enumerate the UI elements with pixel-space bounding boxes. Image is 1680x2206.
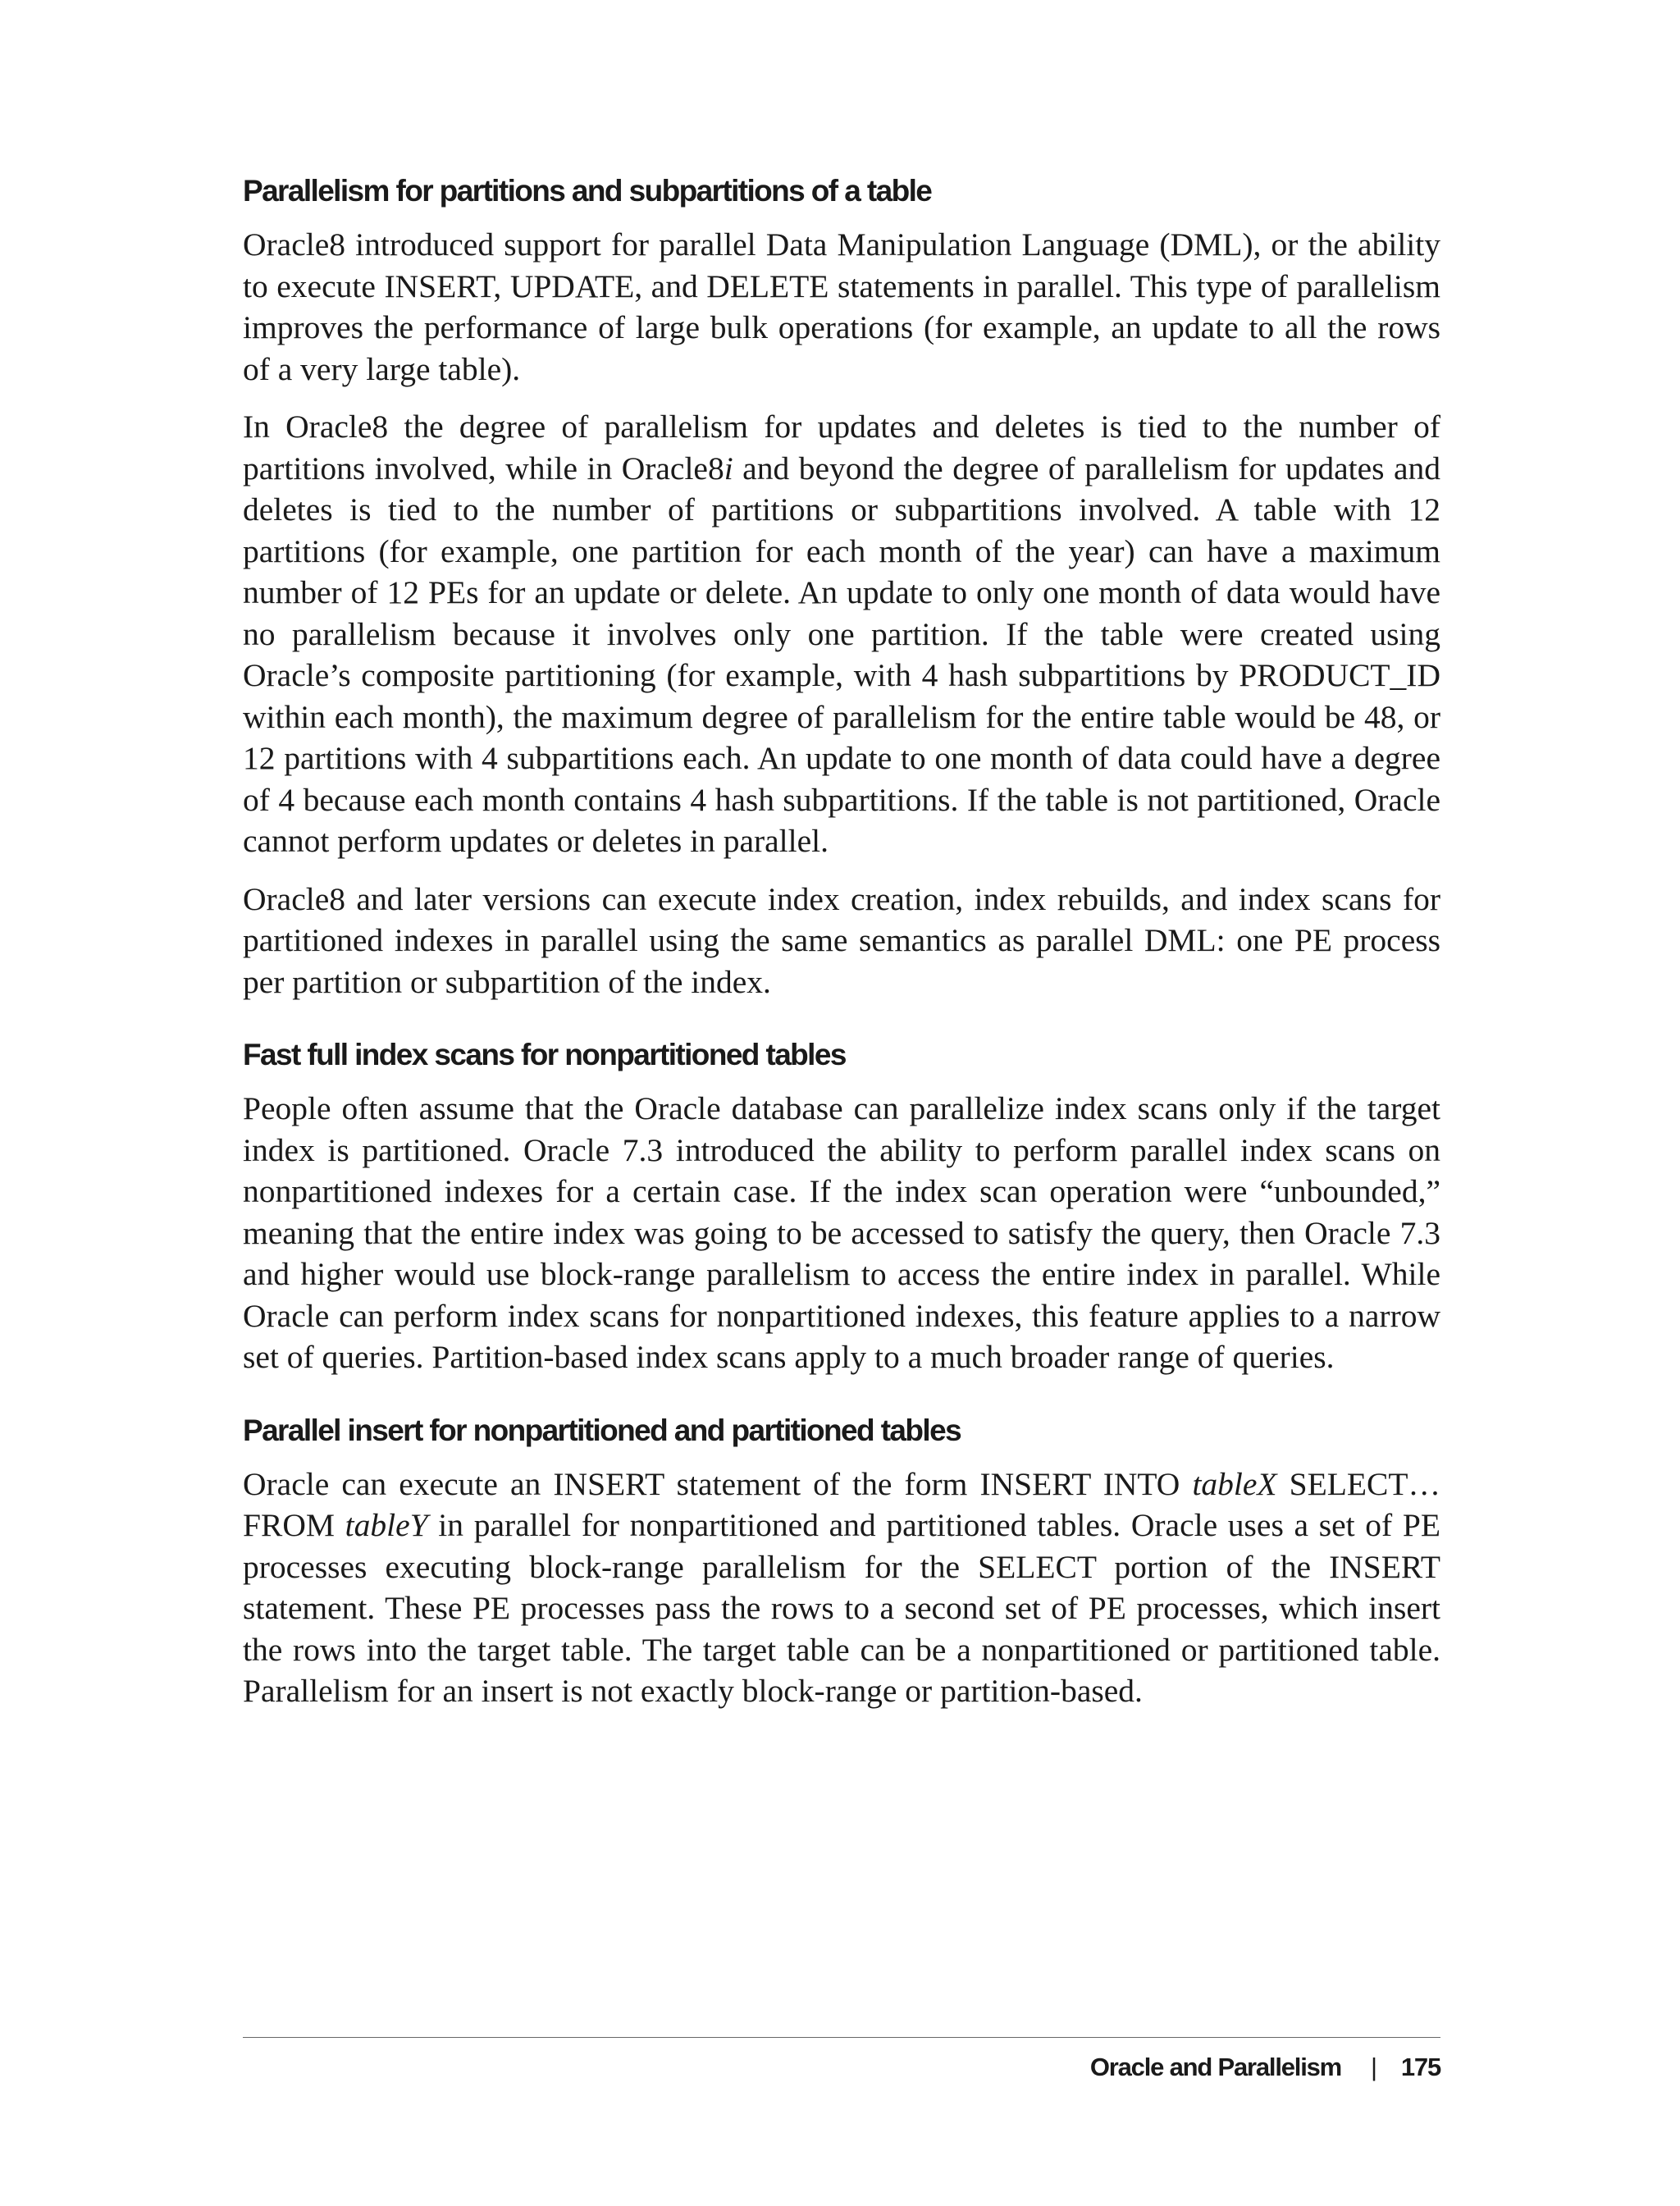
- footer-chapter-title: Oracle and Parallelism: [1089, 2053, 1342, 2081]
- footer-rule: [243, 2037, 1440, 2038]
- section-parallelism-partitions: [243, 168, 1440, 1003]
- section-parallel-insert: [243, 1408, 1440, 1712]
- page-body: [243, 168, 1440, 1742]
- paragraph: Oracle can execute an INSERT statement of the form INSERT INTO tableX SELECT…FROM tableY in parallel for nonpartitioned and partitioned tables. Oracle uses a set of PE processes executing block-range parallelism for the SELECT portion of the INSERT statement. These PE processes pass the rows to a second set of PE processes, which insert the rows into the target table. The target table can be a nonpartitioned or partitioned table. Parallelism for an insert is not exactly block-range or partition-based.: [243, 1465, 1441, 1709]
- paragraph: Oracle8 introduced support for parallel Data Manipulation Language (DML), or the ability to execute INSERT, UPDATE, and DELETE statements in parallel. This type of parallelism improves the performance of large bulk operations (for example, an update to all the rows of a very large table).: [243, 226, 1440, 387]
- section-heading: Parallel insert for nonpartitioned and partitioned tables: [243, 1413, 961, 1447]
- section-heading: Parallelism for partitions and subpartitions of a table: [243, 174, 932, 208]
- paragraph: In Oracle8 the degree of parallelism for updates and deletes is tied to the number of partitions involved, while in Oracle8i and beyond the degree of parallelism for updates and deletes is tied to the number of partitions or subpartitions involved. A table with 12 partitions (for example, one partition for each month of the year) can have a maximum number of 12 PEs for an update or delete. An update to only one month of data would have no parallelism because it involves only one partition. If the table were created using Oracle’s composite partitioning (for example, with 4 hash subpartitions by PRODUCT_ID within each month), the maximum degree of parallelism for the entire table would be 48, or 12 partitions with 4 subpartitions each. An update to one month of data could have a degree of 4 because each month contains 4 hash subpartitions. If the table is not partitioned, Oracle cannot perform updates or deletes in parallel.: [243, 409, 1440, 859]
- section-fast-full-index-scans: [243, 1032, 1440, 1378]
- paragraph: People often assume that the Oracle database can parallelize index scans only if the target index is partitioned. Oracle 7.3 introduced the ability to perform parallel index scans on nonpartitioned indexes for a certain case. If the index scan operation were “unbounded,” meaning that the entire index was going to be accessed to satisfy the query, then Oracle 7.3 and higher would use block-range parallelism to access the entire index in parallel. While Oracle can perform index scans for nonpartitioned indexes, this feature applies to a narrow set of queries. Partition-based index scans apply to a much broader range of queries.: [243, 1090, 1440, 1375]
- paragraph: Oracle8 and later versions can execute index creation, index rebuilds, and index scans for partitioned indexes in parallel using the same semantics as parallel DML: one PE process per partition or subpartition of the index.: [243, 880, 1440, 1000]
- page-footer: [243, 2053, 1440, 2082]
- section-heading: Fast full index scans for nonpartitioned tables: [243, 1038, 846, 1071]
- footer-separator: |: [1371, 2053, 1376, 2081]
- page-number: 175: [1400, 2053, 1440, 2081]
